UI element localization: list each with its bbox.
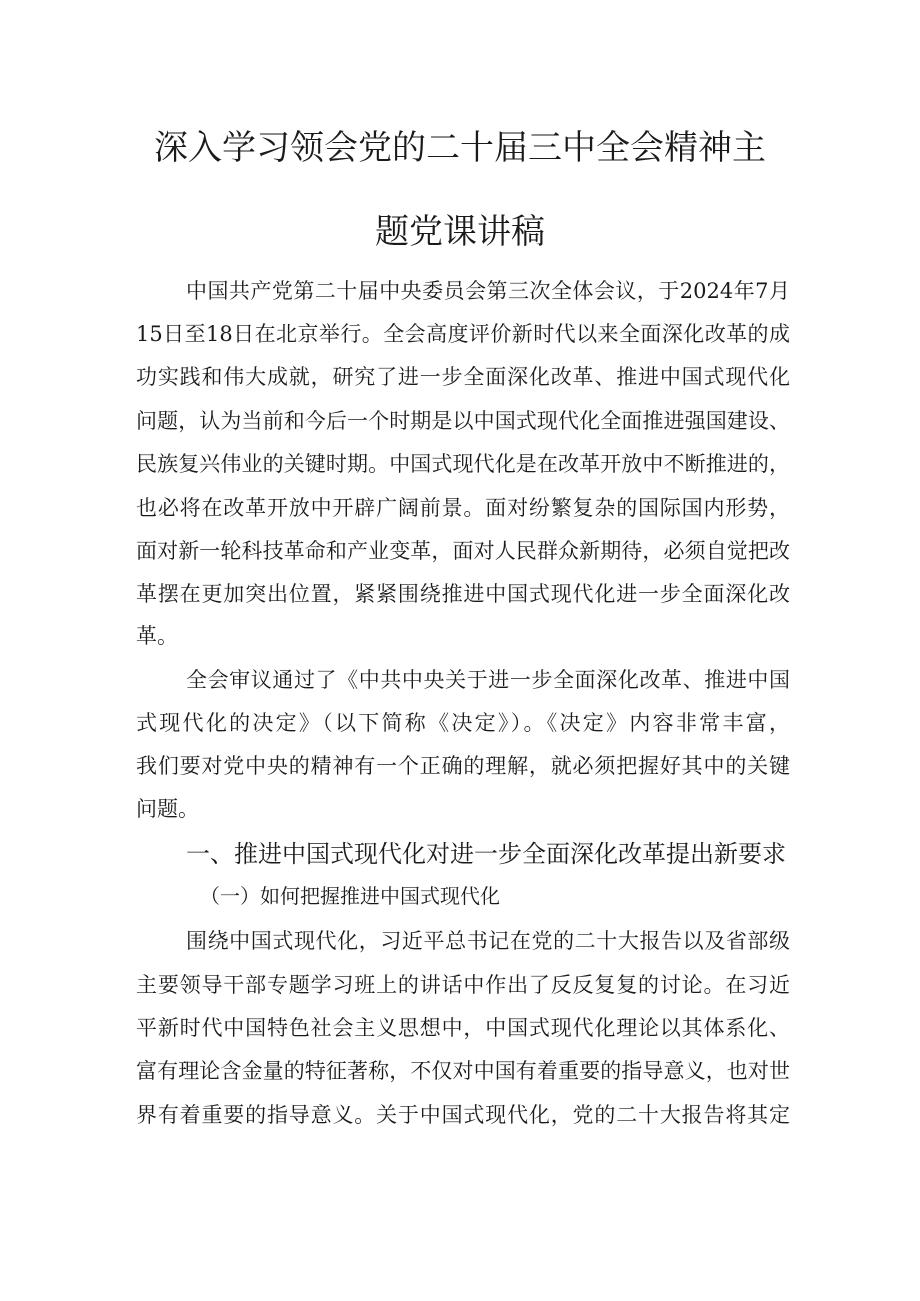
paragraph-3-line-4: 富有理论含金量的特征著称，不仅对中国有着重要的指导意义，也对世: [136, 1059, 790, 1083]
section-heading-1: 一、推进中国式现代化对进一步全面深化改革提出新要求: [186, 840, 786, 868]
paragraph-1-line-4: 问题，认为当前和今后一个时期是以中国式现代化全面推进强国建设、: [136, 409, 790, 433]
paragraph-1-line-1: 中国共产党第二十届中央委员会第三次全体会议，于2024年7月: [186, 279, 790, 303]
paragraph-1-line-5: 民族复兴伟业的关键时期。中国式现代化是在改革开放中不断推进的，: [136, 452, 790, 476]
paragraph-1-line-8: 革摆在更加突出位置，紧紧围绕推进中国式现代化进一步全面深化改: [136, 582, 790, 606]
paragraph-1-line-6: 也必将在改革开放中开辟广阔前景。面对纷繁复杂的国际国内形势，: [136, 496, 790, 520]
paragraph-3-line-3: 平新时代中国特色社会主义思想中，中国式现代化理论以其体系化、: [136, 1016, 790, 1040]
document-title-line-2: 题党课讲稿: [375, 212, 545, 252]
paragraph-2-line-2: 式现代化的决定》（以下简称《决定》）。《决定》内容非常丰富，: [136, 711, 790, 735]
paragraph-2-line-1: 全会审议通过了《中共中央关于进一步全面深化改革、推进中国: [186, 668, 790, 692]
paragraph-3-line-1: 围绕中国式现代化，习近平总书记在党的二十大报告以及省部级: [186, 929, 790, 953]
paragraph-1-line-7: 面对新一轮科技革命和产业变革，面对人民群众新期待，必须自觉把改: [136, 539, 790, 563]
subsection-heading-1: （一）如何把握推进中国式现代化: [200, 884, 500, 908]
paragraph-1-line-3: 功实践和伟大成就，研究了进一步全面深化改革、推进中国式现代化: [136, 365, 790, 389]
paragraph-1-line-9: 革。: [136, 624, 178, 648]
document-title-line-1: 深入学习领会党的二十届三中全会精神主: [154, 128, 766, 168]
paragraph-2-line-3: 我们要对党中央的精神有一个正确的理解，就必须把握好其中的关键: [136, 754, 790, 778]
paragraph-1-line-2: 15日至18日在北京举行。全会高度评价新时代以来全面深化改革的成: [136, 322, 790, 346]
paragraph-3-line-2: 主要领导干部专题学习班上的讲话中作出了反反复复的讨论。在习近: [136, 973, 790, 997]
paragraph-2-line-4: 问题。: [136, 797, 199, 821]
paragraph-3-line-5: 界有着重要的指导意义。关于中国式现代化，党的二十大报告将其定: [136, 1103, 790, 1127]
